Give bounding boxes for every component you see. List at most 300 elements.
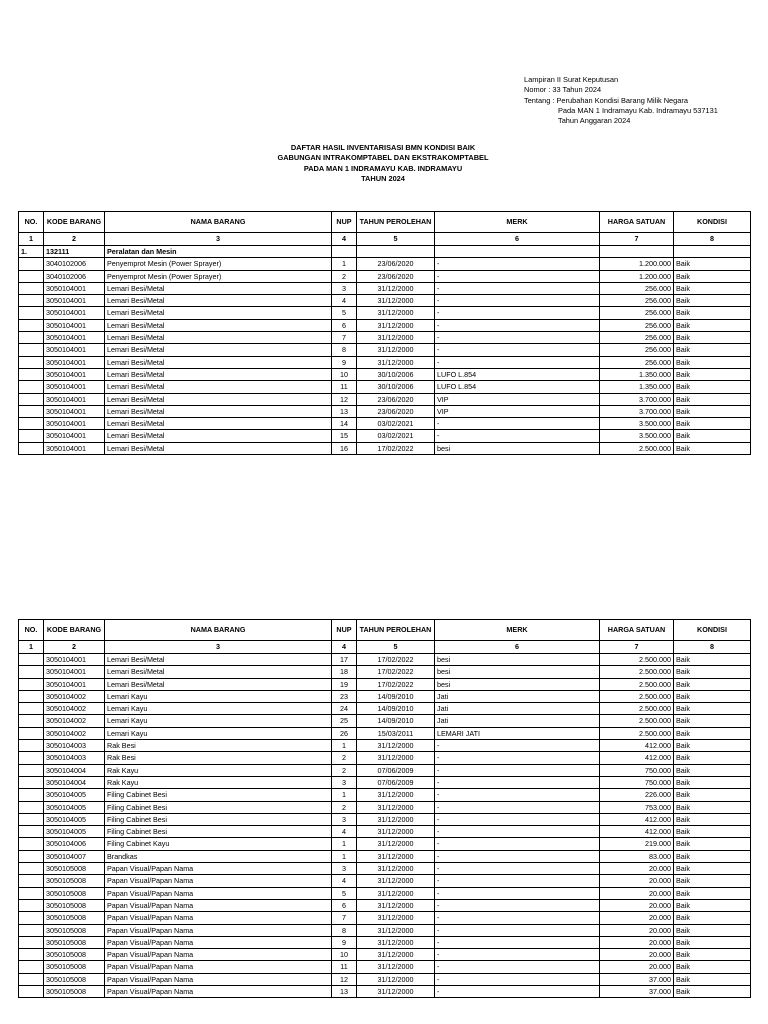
- cell-kode-barang: 3050104005: [44, 801, 105, 813]
- cell-harga-satuan: 2.500.000: [600, 654, 674, 666]
- cell-kondisi: Baik: [674, 666, 751, 678]
- cell-no: [19, 678, 44, 690]
- column-number: 4: [332, 641, 357, 654]
- group-row: [19, 246, 751, 258]
- cell-harga-satuan: 1.350.000: [600, 381, 674, 393]
- table-row: [19, 654, 751, 666]
- cell-kode-barang: 3050104001: [44, 307, 105, 319]
- cell-merk: -: [435, 973, 600, 985]
- table-row: [19, 295, 751, 307]
- cell-nama-barang: Papan Visual/Papan Nama: [105, 912, 332, 924]
- table-row: [19, 307, 751, 319]
- column-number: 2: [44, 641, 105, 654]
- cell-merk: -: [435, 863, 600, 875]
- cell-nup: 8: [332, 924, 357, 936]
- cell-harga-satuan: 20.000: [600, 875, 674, 887]
- cell-no: [19, 442, 44, 454]
- cell-kode-barang: 3050104001: [44, 332, 105, 344]
- cell-nup: 15: [332, 430, 357, 442]
- cell-kode-barang: 3050105008: [44, 949, 105, 961]
- cell-harga-satuan: 83.000: [600, 850, 674, 862]
- column-number: 7: [600, 641, 674, 654]
- cell-nama-barang: Lemari Besi/Metal: [105, 282, 332, 294]
- cell-nup: 3: [332, 776, 357, 788]
- cell-nup: 19: [332, 678, 357, 690]
- cell-harga-satuan: 256.000: [600, 332, 674, 344]
- cell-harga-satuan: 1.350.000: [600, 368, 674, 380]
- header-no: NO.: [19, 212, 44, 233]
- cell-no: [19, 282, 44, 294]
- cell-merk: -: [435, 430, 600, 442]
- cell-nup: 1: [332, 258, 357, 270]
- cell-nama-barang: Lemari Besi/Metal: [105, 295, 332, 307]
- cell-harga-satuan: 2.500.000: [600, 666, 674, 678]
- cell-no: [19, 936, 44, 948]
- attachment-block: [524, 75, 718, 126]
- cell-no: [19, 368, 44, 380]
- cell-nama-barang: Lemari Besi/Metal: [105, 678, 332, 690]
- cell-kode-barang: 3050104001: [44, 678, 105, 690]
- header-tahun-perolehan: TAHUN PEROLEHAN: [357, 620, 435, 641]
- cell-tahun-perolehan: 03/02/2021: [357, 418, 435, 430]
- cell-kode-barang: 3050104001: [44, 282, 105, 294]
- cell-nama-barang: Rak Kayu: [105, 764, 332, 776]
- cell-tahun-perolehan: 14/09/2010: [357, 703, 435, 715]
- cell-nama-barang: Lemari Besi/Metal: [105, 393, 332, 405]
- cell-harga-satuan: 219.000: [600, 838, 674, 850]
- cell-kode-barang: 3050104001: [44, 654, 105, 666]
- cell-nama-barang: Lemari Besi/Metal: [105, 344, 332, 356]
- cell-harga-satuan: 256.000: [600, 356, 674, 368]
- table-row: [19, 405, 751, 417]
- cell-kondisi: Baik: [674, 727, 751, 739]
- cell-nama-barang: Filing Cabinet Kayu: [105, 838, 332, 850]
- cell-tahun-perolehan: 23/06/2020: [357, 258, 435, 270]
- cell-merk: -: [435, 949, 600, 961]
- cell-nama-barang: Lemari Besi/Metal: [105, 368, 332, 380]
- cell-nama-barang: Lemari Besi/Metal: [105, 442, 332, 454]
- cell-harga-satuan: 2.500.000: [600, 703, 674, 715]
- cell-kondisi: Baik: [674, 986, 751, 998]
- cell-kondisi: Baik: [674, 344, 751, 356]
- cell-nama-barang: Filing Cabinet Besi: [105, 801, 332, 813]
- cell-tahun-perolehan: 31/12/2000: [357, 813, 435, 825]
- cell-merk: -: [435, 752, 600, 764]
- cell-nama-barang: Lemari Besi/Metal: [105, 381, 332, 393]
- cell-nama-barang: Lemari Besi/Metal: [105, 319, 332, 331]
- table-row: [19, 368, 751, 380]
- table-row: [19, 801, 751, 813]
- cell-nama-barang: Filing Cabinet Besi: [105, 813, 332, 825]
- cell-tahun-perolehan: 23/06/2020: [357, 405, 435, 417]
- cell-tahun-perolehan: 31/12/2000: [357, 332, 435, 344]
- cell-nup: 1: [332, 838, 357, 850]
- table-row: [19, 740, 751, 752]
- cell-nama-barang: Papan Visual/Papan Nama: [105, 899, 332, 911]
- cell-kode-barang: 3050104004: [44, 776, 105, 788]
- column-number: 3: [105, 641, 332, 654]
- cell-harga-satuan: 412.000: [600, 813, 674, 825]
- table-row: [19, 418, 751, 430]
- table-row: [19, 393, 751, 405]
- cell-merk: -: [435, 789, 600, 801]
- cell-nup: 14: [332, 418, 357, 430]
- cell-kode-barang: 3050104003: [44, 740, 105, 752]
- inventory-table-2: [18, 619, 751, 998]
- column-number-row: [19, 641, 751, 654]
- cell-merk: -: [435, 912, 600, 924]
- column-number-row: [19, 233, 751, 246]
- cell-merk: -: [435, 813, 600, 825]
- cell-tahun-perolehan: 31/12/2000: [357, 863, 435, 875]
- cell-nup: 23: [332, 690, 357, 702]
- cell-no: [19, 801, 44, 813]
- cell-kondisi: Baik: [674, 850, 751, 862]
- table-row: [19, 949, 751, 961]
- cell-merk: besi: [435, 678, 600, 690]
- cell-tahun-perolehan: 31/12/2000: [357, 912, 435, 924]
- table-row: [19, 381, 751, 393]
- table-row: [19, 924, 751, 936]
- table-row: [19, 899, 751, 911]
- cell-kode-barang: 3050104003: [44, 752, 105, 764]
- cell-nama-barang: Rak Kayu: [105, 776, 332, 788]
- cell-no: [19, 332, 44, 344]
- cell-harga-satuan: 412.000: [600, 740, 674, 752]
- cell-kode-barang: 3050104002: [44, 715, 105, 727]
- table-row: [19, 973, 751, 985]
- cell-no: [19, 776, 44, 788]
- cell-tahun-perolehan: 30/10/2006: [357, 368, 435, 380]
- cell-nup: 12: [332, 973, 357, 985]
- cell-harga-satuan: 412.000: [600, 826, 674, 838]
- cell-kode-barang: 3050104001: [44, 666, 105, 678]
- cell-tahun-perolehan: 23/06/2020: [357, 393, 435, 405]
- cell-kode-barang: 3050105008: [44, 936, 105, 948]
- cell-nama-barang: Brandkas: [105, 850, 332, 862]
- cell-tahun-perolehan: 31/12/2000: [357, 887, 435, 899]
- cell-harga-satuan: 37.000: [600, 973, 674, 985]
- table-row: [19, 344, 751, 356]
- cell-merk: -: [435, 961, 600, 973]
- cell-no: [19, 789, 44, 801]
- table-row: [19, 703, 751, 715]
- cell-merk: LUFO L.854: [435, 368, 600, 380]
- cell-nama-barang: Papan Visual/Papan Nama: [105, 875, 332, 887]
- cell-merk: VIP: [435, 393, 600, 405]
- cell-kondisi: Baik: [674, 949, 751, 961]
- cell-merk: -: [435, 924, 600, 936]
- column-number: 5: [357, 641, 435, 654]
- cell-nama-barang: Lemari Besi/Metal: [105, 666, 332, 678]
- column-number: 1: [19, 233, 44, 246]
- cell-nama-barang: Penyemprot Mesin (Power Sprayer): [105, 258, 332, 270]
- cell-no: [19, 740, 44, 752]
- attachment-line: Pada MAN 1 Indramayu Kab. Indramayu 537131: [558, 105, 718, 115]
- cell-no: [19, 764, 44, 776]
- cell-kode-barang: 3050104004: [44, 764, 105, 776]
- cell-harga-satuan: 2.500.000: [600, 690, 674, 702]
- cell-harga-satuan: 753.000: [600, 801, 674, 813]
- cell-merk: Jati: [435, 715, 600, 727]
- cell-no: [19, 752, 44, 764]
- cell-kode-barang: 3050105008: [44, 973, 105, 985]
- cell-tahun-perolehan: 31/12/2000: [357, 961, 435, 973]
- table-row: [19, 752, 751, 764]
- cell-tahun-perolehan: 31/12/2000: [357, 282, 435, 294]
- cell-nama-barang: Lemari Besi/Metal: [105, 430, 332, 442]
- cell-nup: 1: [332, 740, 357, 752]
- cell-tahun-perolehan: 31/12/2000: [357, 875, 435, 887]
- cell-nup: 1: [332, 789, 357, 801]
- cell-nup: 9: [332, 356, 357, 368]
- cell-merk: VIP: [435, 405, 600, 417]
- cell-nama-barang: Papan Visual/Papan Nama: [105, 986, 332, 998]
- table-row: [19, 258, 751, 270]
- attachment-line: Lampiran II Surat Keputusan: [524, 75, 619, 84]
- cell-kondisi: Baik: [674, 418, 751, 430]
- cell-nup: 7: [332, 332, 357, 344]
- cell-tahun-perolehan: 31/12/2000: [357, 752, 435, 764]
- cell-nup: 5: [332, 887, 357, 899]
- cell-nama-barang: Lemari Kayu: [105, 690, 332, 702]
- cell-kondisi: Baik: [674, 270, 751, 282]
- cell-kondisi: Baik: [674, 282, 751, 294]
- cell-harga-satuan: 750.000: [600, 764, 674, 776]
- cell-kode-barang: 3050104001: [44, 368, 105, 380]
- table-row: [19, 986, 751, 998]
- cell-merk: -: [435, 418, 600, 430]
- cell-nama-barang: Papan Visual/Papan Nama: [105, 863, 332, 875]
- cell-nama-barang: Papan Visual/Papan Nama: [105, 961, 332, 973]
- cell-nup: 1: [332, 850, 357, 862]
- header-kode-barang: KODE BARANG: [44, 212, 105, 233]
- table-row: [19, 776, 751, 788]
- cell-no: [19, 307, 44, 319]
- cell-kondisi: Baik: [674, 678, 751, 690]
- cell-nup: 2: [332, 764, 357, 776]
- cell-merk: -: [435, 899, 600, 911]
- cell-no: [19, 393, 44, 405]
- cell-merk: -: [435, 740, 600, 752]
- cell-no: [19, 258, 44, 270]
- header-merk: MERK: [435, 620, 600, 641]
- cell-nama-barang: Papan Visual/Papan Nama: [105, 973, 332, 985]
- cell-nup: 4: [332, 875, 357, 887]
- document-title: [0, 143, 767, 185]
- cell-tahun-perolehan: 31/12/2000: [357, 826, 435, 838]
- cell-kode-barang: 3050104001: [44, 442, 105, 454]
- cell-harga-satuan: 256.000: [600, 295, 674, 307]
- cell-no: [19, 418, 44, 430]
- header-nama-barang: NAMA BARANG: [105, 620, 332, 641]
- cell-kode-barang: 3050104001: [44, 356, 105, 368]
- cell-nup: 3: [332, 282, 357, 294]
- cell-kondisi: Baik: [674, 319, 751, 331]
- cell-merk: besi: [435, 666, 600, 678]
- column-number: 5: [357, 233, 435, 246]
- cell-tahun-perolehan: 17/02/2022: [357, 678, 435, 690]
- cell-no: [19, 899, 44, 911]
- nomor-value: : 33 Tahun 2024: [548, 85, 602, 95]
- cell-merk: -: [435, 764, 600, 776]
- cell-no: [19, 826, 44, 838]
- cell-harga-satuan: 2.500.000: [600, 442, 674, 454]
- cell-nup: 13: [332, 986, 357, 998]
- header-harga-satuan: HARGA SATUAN: [600, 212, 674, 233]
- cell-harga-satuan: 20.000: [600, 887, 674, 899]
- cell-kondisi: Baik: [674, 307, 751, 319]
- cell-harga-satuan: 3.700.000: [600, 393, 674, 405]
- cell-nup: 25: [332, 715, 357, 727]
- cell-harga-satuan: 256.000: [600, 319, 674, 331]
- cell-merk: -: [435, 875, 600, 887]
- cell-nup: 13: [332, 405, 357, 417]
- cell-nup: 24: [332, 703, 357, 715]
- cell-merk: -: [435, 356, 600, 368]
- cell-merk: -: [435, 850, 600, 862]
- cell-nup: 10: [332, 368, 357, 380]
- cell-merk: -: [435, 319, 600, 331]
- cell-kode-barang: 3050104001: [44, 393, 105, 405]
- cell-harga-satuan: 20.000: [600, 899, 674, 911]
- cell-no: [19, 887, 44, 899]
- cell-nup: 8: [332, 344, 357, 356]
- cell-no: [19, 961, 44, 973]
- cell-kondisi: Baik: [674, 912, 751, 924]
- table-row: [19, 356, 751, 368]
- cell-nup: 17: [332, 654, 357, 666]
- cell-nama-barang: Lemari Besi/Metal: [105, 356, 332, 368]
- cell-merk: -: [435, 838, 600, 850]
- cell-tahun-perolehan: 17/02/2022: [357, 654, 435, 666]
- cell-tahun-perolehan: 31/12/2000: [357, 295, 435, 307]
- header-kondisi: KONDISI: [674, 620, 751, 641]
- cell-no: [19, 863, 44, 875]
- cell-nup: 16: [332, 442, 357, 454]
- cell-tahun-perolehan: 03/02/2021: [357, 430, 435, 442]
- cell-nama-barang: Papan Visual/Papan Nama: [105, 936, 332, 948]
- cell-nama-barang: Papan Visual/Papan Nama: [105, 949, 332, 961]
- cell-kode-barang: 3050104001: [44, 418, 105, 430]
- cell-no: [19, 850, 44, 862]
- header-tahun-perolehan: TAHUN PEROLEHAN: [357, 212, 435, 233]
- tentang-value: : Perubahan Kondisi Barang Milik Negara: [552, 95, 688, 105]
- group-kode: 132111: [44, 246, 105, 258]
- table-row: [19, 826, 751, 838]
- table-row: [19, 727, 751, 739]
- cell-kode-barang: 3050104001: [44, 319, 105, 331]
- cell-tahun-perolehan: 31/12/2000: [357, 789, 435, 801]
- cell-tahun-perolehan: 31/12/2000: [357, 899, 435, 911]
- cell-tahun-perolehan: 31/12/2000: [357, 986, 435, 998]
- cell-tahun-perolehan: 31/12/2000: [357, 319, 435, 331]
- cell-kode-barang: 3050104007: [44, 850, 105, 862]
- cell-no: [19, 813, 44, 825]
- cell-no: [19, 912, 44, 924]
- title-line: PADA MAN 1 INDRAMAYU KAB. INDRAMAYU: [303, 163, 463, 173]
- header-no: NO.: [19, 620, 44, 641]
- cell-no: [19, 344, 44, 356]
- table-row: [19, 282, 751, 294]
- cell-kode-barang: 3050104002: [44, 690, 105, 702]
- cell-kondisi: Baik: [674, 961, 751, 973]
- cell-nup: 26: [332, 727, 357, 739]
- cell-nup: 7: [332, 912, 357, 924]
- cell-nup: 9: [332, 936, 357, 948]
- cell-kondisi: Baik: [674, 690, 751, 702]
- table-row: [19, 666, 751, 678]
- table-header-row: [19, 620, 751, 641]
- cell-kondisi: Baik: [674, 356, 751, 368]
- cell-kondisi: Baik: [674, 924, 751, 936]
- cell-merk: -: [435, 270, 600, 282]
- header-kondisi: KONDISI: [674, 212, 751, 233]
- cell-no: [19, 405, 44, 417]
- cell-merk: -: [435, 826, 600, 838]
- cell-kode-barang: 3050104005: [44, 813, 105, 825]
- cell-tahun-perolehan: 23/06/2020: [357, 270, 435, 282]
- cell-harga-satuan: 1.200.000: [600, 258, 674, 270]
- cell-kondisi: Baik: [674, 887, 751, 899]
- cell-kode-barang: 3050105008: [44, 986, 105, 998]
- cell-kode-barang: 3050105008: [44, 875, 105, 887]
- cell-tahun-perolehan: 31/12/2000: [357, 973, 435, 985]
- table-row: [19, 813, 751, 825]
- cell-kondisi: Baik: [674, 936, 751, 948]
- table-row: [19, 678, 751, 690]
- title-line: DAFTAR HASIL INVENTARISASI BMN KONDISI BAIK: [290, 143, 476, 152]
- cell-no: [19, 270, 44, 282]
- cell-kondisi: Baik: [674, 393, 751, 405]
- cell-kode-barang: 3050105008: [44, 961, 105, 973]
- cell-tahun-perolehan: 07/06/2009: [357, 764, 435, 776]
- column-number: 6: [435, 641, 600, 654]
- table-row: [19, 270, 751, 282]
- cell-harga-satuan: 3.500.000: [600, 418, 674, 430]
- cell-merk: -: [435, 258, 600, 270]
- table-row: [19, 912, 751, 924]
- attachment-tentang: [524, 96, 718, 106]
- cell-harga-satuan: 750.000: [600, 776, 674, 788]
- cell-merk: LEMARI JATI: [435, 727, 600, 739]
- cell-kondisi: Baik: [674, 875, 751, 887]
- cell-kode-barang: 3050104001: [44, 381, 105, 393]
- cell-kode-barang: 3050104002: [44, 703, 105, 715]
- cell-kondisi: Baik: [674, 776, 751, 788]
- cell-no: [19, 986, 44, 998]
- cell-kondisi: Baik: [674, 715, 751, 727]
- cell-nama-barang: Lemari Besi/Metal: [105, 307, 332, 319]
- cell-kode-barang: 3050104005: [44, 789, 105, 801]
- cell-harga-satuan: 3.500.000: [600, 430, 674, 442]
- table-row: [19, 332, 751, 344]
- cell-nama-barang: Penyemprot Mesin (Power Sprayer): [105, 270, 332, 282]
- cell-harga-satuan: 256.000: [600, 307, 674, 319]
- column-number: 8: [674, 233, 751, 246]
- cell-kode-barang: 3050104001: [44, 344, 105, 356]
- cell-nama-barang: Rak Besi: [105, 752, 332, 764]
- nomor-label: Nomor: [524, 85, 547, 95]
- cell-nup: 4: [332, 295, 357, 307]
- cell-tahun-perolehan: 31/12/2000: [357, 924, 435, 936]
- cell-merk: Jati: [435, 703, 600, 715]
- cell-harga-satuan: 20.000: [600, 924, 674, 936]
- cell-kondisi: Baik: [674, 430, 751, 442]
- cell-tahun-perolehan: 14/09/2010: [357, 715, 435, 727]
- cell-no: [19, 666, 44, 678]
- cell-kode-barang: 3050104001: [44, 295, 105, 307]
